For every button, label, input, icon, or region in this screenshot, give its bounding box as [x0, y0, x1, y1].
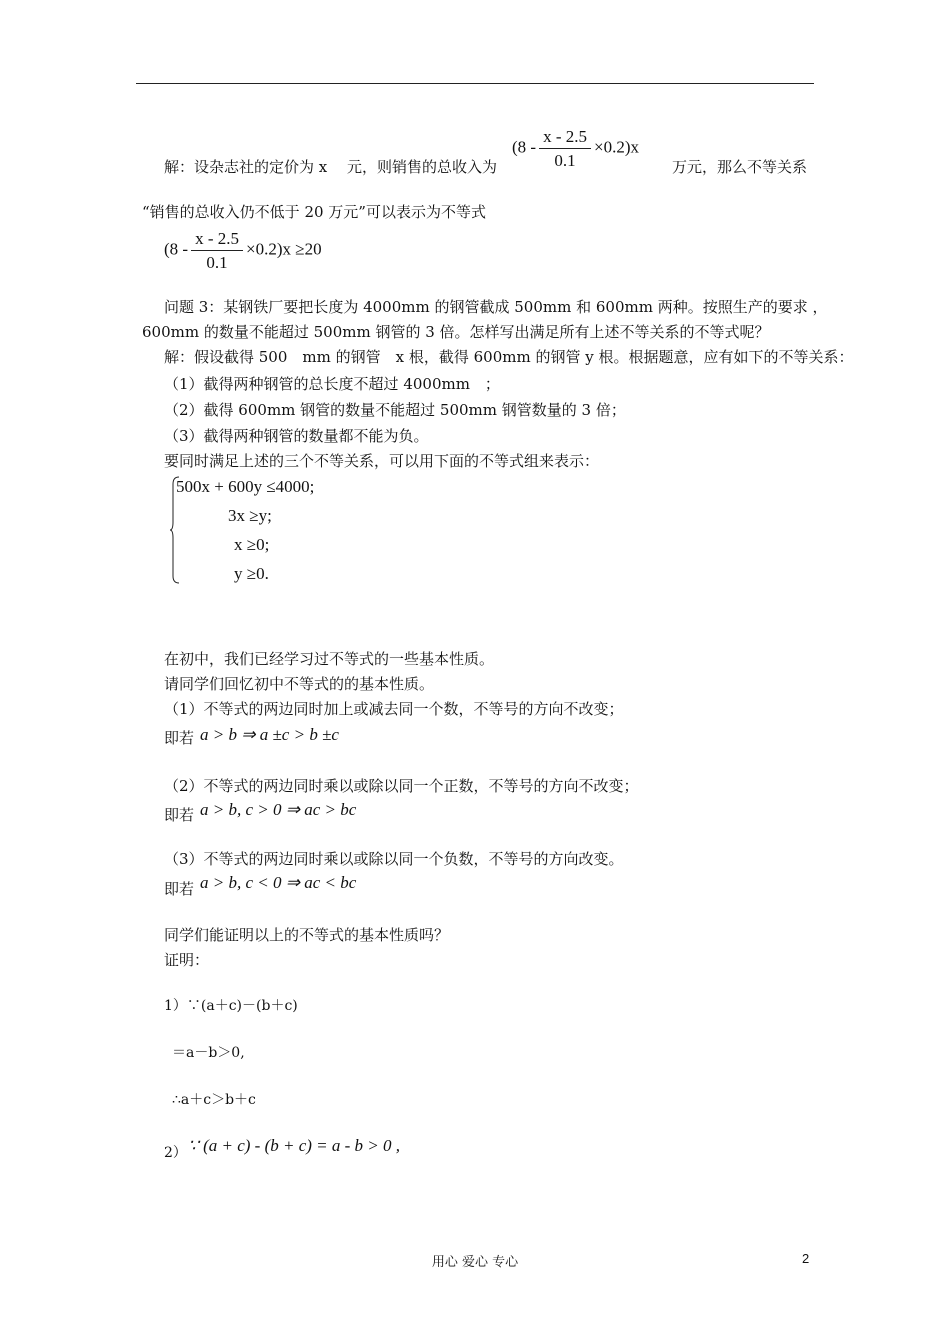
proof-1-step-c: ∴a＋c＞b＋c — [172, 1092, 256, 1108]
system-eq-1: 500x + 600y ≤4000; — [176, 477, 315, 496]
ineq-left: (8 - — [164, 239, 189, 259]
proof-2-label: 2） — [164, 1145, 187, 1161]
question-prove: 同学们能证明以上的不等式的基本性质吗？ — [164, 926, 450, 944]
header-rule — [136, 83, 814, 84]
property-3-math: a > b, c < 0 ⇒ ac < bc — [200, 873, 357, 892]
proof-1-step-b: ＝a－b＞0, — [172, 1045, 245, 1061]
para-inequality-intro: “销售的总收入仍不低于 20 万元”可以表示为不等式 — [142, 203, 486, 221]
inequality-1 — [164, 230, 322, 271]
fraction-numerator: x - 2.5 — [539, 128, 591, 149]
recall-line-1: 在初中，我们已经学习过不等式的一些基本性质。 — [164, 650, 495, 668]
property-3-if: 即若 — [164, 880, 195, 898]
recall-line-2: 请同学们回忆初中不等式的的基本性质。 — [164, 675, 435, 693]
proof-label: 证明： — [164, 951, 210, 969]
condition-2: （2）截得 600mm 钢管的数量不能超过 500mm 钢管数量的 3 倍； — [164, 401, 626, 419]
property-2-math: a > b, c > 0 ⇒ ac > bc — [200, 800, 357, 819]
solution3-intro: 解：假设截得 500 mm 的钢管 x 根，截得 600mm 的钢管 y 根。根据题意，应有如下的不等关系： — [164, 348, 854, 366]
page-number: 2 — [802, 1251, 810, 1266]
property-1: （1）不等式的两边同时加上或减去同一个数，不等号的方向不改变； — [164, 700, 624, 718]
para-price-text-end: 万元，那么不等关系 — [672, 158, 808, 176]
condition-1: （1）截得两种钢管的总长度不超过 4000mm ； — [164, 375, 500, 393]
system-eq-3: x ≥0; — [234, 535, 270, 554]
problem3-line1: 问题 3：某钢铁厂要把长度为 4000mm 的钢管截成 500mm 和 600mm 两种。按照生产的要求 ， — [164, 298, 828, 316]
ineq-right: ×0.2)x ≥20 — [246, 239, 322, 259]
expr-right: ×0.2)x — [594, 137, 639, 157]
revenue-expression — [512, 128, 639, 169]
property-2-if: 即若 — [164, 806, 195, 824]
proof-1-step-a: 1）∵(a＋c)－(b＋c) — [164, 998, 298, 1014]
fraction — [539, 128, 591, 169]
property-1-math: a > b ⇒ a ±c > b ±c — [200, 725, 339, 744]
property-1-if: 即若 — [164, 729, 195, 747]
fraction — [191, 230, 243, 271]
fraction-numerator: x - 2.5 — [191, 230, 243, 251]
property-3: （3）不等式的两边同时乘以或除以同一个负数，不等号的方向改变。 — [164, 850, 624, 868]
footer-text: 用心 爱心 专心 — [431, 1255, 519, 1270]
para-price-text: 解：设杂志社的定价为 x 元，则销售的总收入为 — [164, 158, 497, 176]
fraction-denominator: 0.1 — [554, 151, 576, 170]
expr-left: (8 - — [512, 137, 537, 157]
property-2: （2）不等式的两边同时乘以或除以同一个正数，不等号的方向不改变； — [164, 777, 639, 795]
proof-2-math: ∵ (a + c) - (b + c) = a - b > 0 , — [188, 1136, 401, 1155]
condition-3: （3）截得两种钢管的数量都不能为负。 — [164, 427, 429, 445]
problem3-line2: 600mm 的数量不能超过 500mm 钢管的 3 倍。怎样写出满足所有上述不等关系的不等式呢？ — [142, 323, 770, 341]
system-intro: 要同时满足上述的三个不等关系，可以用下面的不等式组来表示： — [164, 452, 600, 470]
fraction-denominator: 0.1 — [206, 253, 228, 272]
system-eq-2: 3x ≥y; — [228, 506, 272, 525]
system-eq-4: y ≥0. — [234, 564, 269, 583]
